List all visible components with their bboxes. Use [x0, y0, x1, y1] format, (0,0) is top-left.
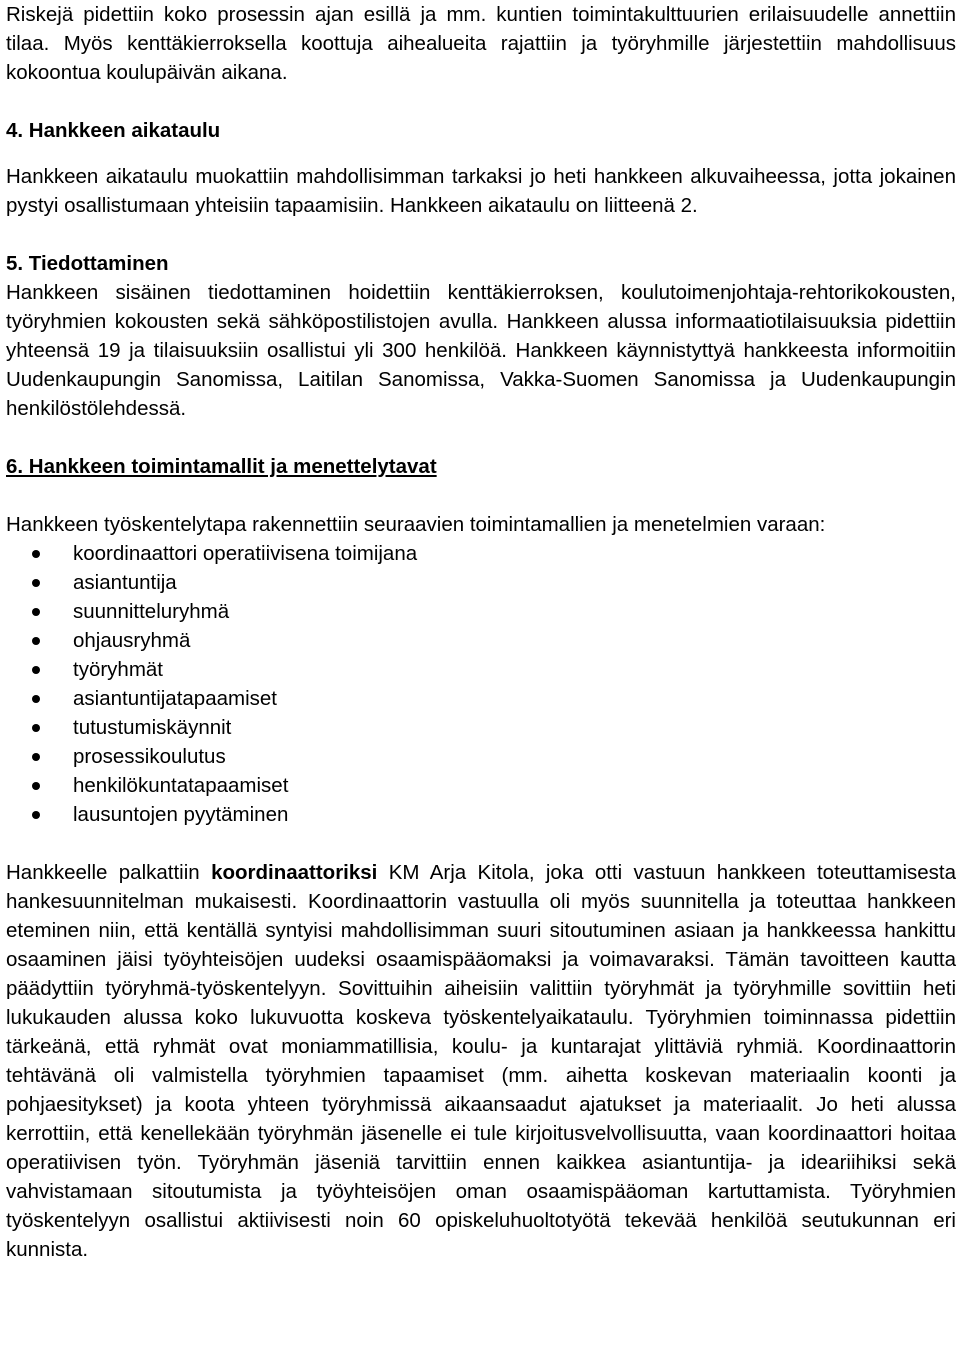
list-item-label: työryhmät: [73, 658, 163, 681]
section-4-paragraph: Hankkeen aikataulu muokattiin mahdollisimman tarkaksi jo heti hankkeen alkuvaiheessa, jotta jokainen pystyi osallistumaan yhteisiin tapaamisiin. Hankkeen aikataulu on liitteenä 2.: [6, 165, 956, 217]
bullet-icon: [32, 695, 40, 703]
list-item: [6, 539, 956, 568]
list-item: [6, 626, 956, 655]
list-item-label: lausuntojen pyytäminen: [73, 803, 289, 826]
bullet-icon: [32, 550, 40, 558]
list-item: [6, 568, 956, 597]
section-6-lead: Hankkeen työskentelytapa rakennettiin seuraavien toimintamallien ja menetelmien varaan:: [6, 513, 826, 536]
spacer: [6, 481, 956, 510]
list-item: [6, 713, 956, 742]
list-item: [6, 742, 956, 771]
coordinator-term: koordinaattoriksi: [211, 861, 378, 884]
spacer: [6, 145, 956, 162]
list-item-label: ohjausryhmä: [73, 629, 191, 652]
spacer: [6, 829, 956, 858]
bullet-icon: [32, 666, 40, 674]
list-item-label: prosessikoulutus: [73, 745, 226, 768]
bullet-icon: [32, 724, 40, 732]
bullet-icon: [32, 608, 40, 616]
section-5-paragraph: Hankkeen sisäinen tiedottaminen hoidettiin kenttäkierroksen, koulutoimenjohtaja-rehtorikokousten, työryhmien kokousten sekä sähköpostilistojen avulla. Hankkeen alussa informaatiotilaisuuksia pidettiin yhteensä 19 ja tilaisuuksiin osallistui yli 300 henkilöä. Hankkeen käynnistyttyä hankkeesta informoitiin Uudenkaupungin Sanomissa, Laitilan Sanomissa, Vakka-Suomen Sanomissa ja Uudenkaupungin henkilöstölehdessä.: [6, 281, 956, 420]
list-item-label: asiantuntijatapaamiset: [73, 687, 277, 710]
list-item: [6, 684, 956, 713]
method-list: [6, 539, 956, 829]
list-item-label: suunnitteluryhmä: [73, 600, 230, 623]
list-item-label: asiantuntija: [73, 571, 177, 594]
list-item: [6, 655, 956, 684]
spacer: [6, 423, 956, 452]
section-5-heading: 5. Tiedottaminen: [6, 252, 169, 275]
spacer: [6, 220, 956, 249]
coordinator-paragraph: [6, 858, 956, 1264]
bullet-icon: [32, 637, 40, 645]
list-item: [6, 800, 956, 829]
list-item-label: henkilökuntatapaamiset: [73, 774, 289, 797]
bullet-icon: [32, 782, 40, 790]
bullet-icon: [32, 753, 40, 761]
bullet-icon: [32, 579, 40, 587]
list-item-label: koordinaattori operatiivisena toimijana: [73, 542, 418, 565]
coordinator-paragraph-start: Hankkeelle palkattiin: [6, 861, 212, 884]
section-6-heading: 6. Hankkeen toimintamallit ja menettelytavat: [6, 455, 437, 478]
intro-paragraph: Riskejä pidettiin koko prosessin ajan esillä ja mm. kuntien toimintakulttuurien erilaisuudelle annettiin tilaa. Myös kenttäkierroksella koottuja aihealueita rajattiin ja työryhmille järjestettiin mahdollisuus kokoontua koulupäivän aikana.: [6, 3, 956, 84]
bullet-icon: [32, 811, 40, 819]
list-item: [6, 597, 956, 626]
list-item: [6, 771, 956, 800]
list-item-label: tutustumiskäynnit: [73, 716, 232, 739]
document-page: [6, 0, 956, 1264]
coordinator-paragraph-rest: KM Arja Kitola, joka otti vastuun hankkeen toteuttamisesta hankesuunnitelman mukaisesti. Koordinaattorin vastuulla oli myös suunnitella ja toteuttaa hankkeen eteminen niin, että kentällä syntyisi mahdollisimman suuri sitoutuminen asiaan ja hankkeessa hankittu osaaminen jäisi työyhteisöjen uudeksi osaamispääomaksi ja voimavaraksi. Tämän tavoitteen kautta päädyttiin työryhmä-työskentelyyn. Sovittuihin aiheisiin valittiin työryhmät ja työryhmille sovittiin heti lukukauden alussa koko lukuvuotta koskeva työskentelyaikataulu. Työryhmien toiminnassa pidettiin tärkeänä, että ryhmät ovat moniammatillisia, koulu- ja kuntarajat ylittäviä ryhmiä. Koordinaattorin tehtävänä oli valmistella työryhmien tapaamiset (mm. aihetta koskevan materiaalin koonti ja pohjaesitykset) ja koota yhteen työryhmissä aikaansaadut ajatukset ja materiaalit. Jo heti alussa kerrottiin, että kenellekään työryhmän jäsenelle ei tule kirjoitusvelvollisuutta, vaan koordinaattori hoitaa operatiivisen työn. Työryhmän jäseniä tarvittiin ennen kaikkea asiantuntija- ja ideariihiksi sekä vahvistamaan sitoutumista ja työyhteisöjen oman osaamispääoman kartuttamista. Työryhmien työskentelyyn osallistui aktiivisesti noin 60 opiskeluhuoltotyötä tekevää henkilöä seutukunnan eri kunnista.: [6, 861, 956, 1261]
section-4-heading: 4. Hankkeen aikataulu: [6, 119, 221, 142]
spacer: [6, 87, 956, 116]
